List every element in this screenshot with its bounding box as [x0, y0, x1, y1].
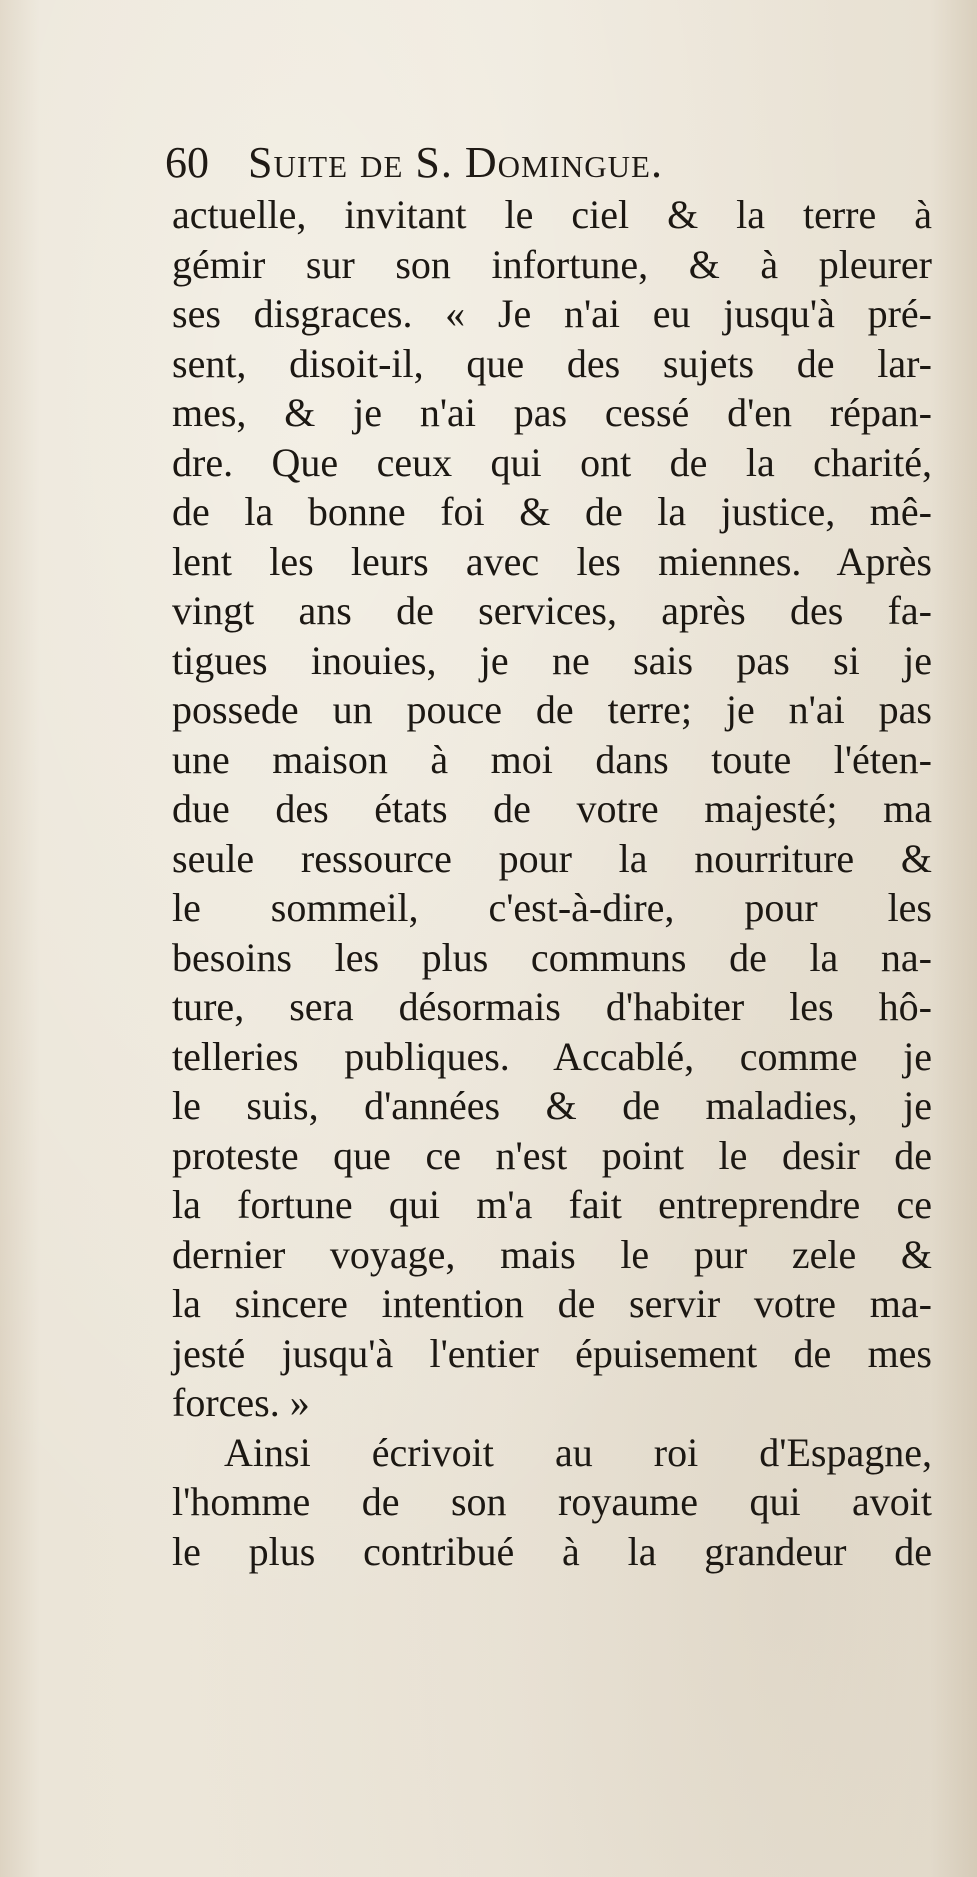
- text-line: le sommeil, c'est-à-dire, pour les: [172, 885, 932, 930]
- text-line: jesté jusqu'à l'entier épuisement de mes: [172, 1330, 932, 1376]
- text-line: de la bonne foi & de la justice, mê-: [172, 489, 932, 534]
- text-line: le plus contribué à la grandeur de: [172, 1528, 932, 1574]
- page-number: 60: [165, 138, 209, 187]
- text-line: dre. Que ceux qui ont de la charité,: [172, 439, 932, 485]
- text-line: le suis, d'années & de maladies, je: [172, 1083, 932, 1128]
- text-line: besoins les plus communs de la na-: [172, 934, 932, 980]
- text-line: Ainsi écrivoit au roi d'Espagne,: [224, 1429, 932, 1475]
- text-line: l'homme de son royaume qui avoit: [172, 1479, 932, 1524]
- text-line: forces. »: [172, 1380, 310, 1425]
- running-title: Suite de S. Domingue.: [248, 138, 663, 187]
- text-line: vingt ans de services, après des fa-: [172, 588, 932, 633]
- text-line: possede un pouce de terre; je n'ai pas: [172, 687, 932, 732]
- text-line: actuelle, invitant le ciel & la terre à: [172, 192, 932, 237]
- body-text: [172, 190, 932, 1576]
- text-line: due des états de votre majesté; ma: [172, 786, 932, 831]
- text-line: ture, sera désormais d'habiter les hô-: [172, 984, 932, 1029]
- page-header: [165, 135, 925, 191]
- text-line: la fortune qui m'a fait entreprendre ce: [172, 1182, 932, 1227]
- text-line: seule ressource pour la nourriture &: [172, 835, 932, 881]
- text-line: sent, disoit-il, que des sujets de lar-: [172, 340, 932, 386]
- text-line: lent les leurs avec les miennes. Après: [172, 538, 932, 584]
- text-line: tigues inouies, je ne sais pas si je: [172, 637, 932, 683]
- text-line: proteste que ce n'est point le desir de: [172, 1132, 932, 1178]
- text-line: gémir sur son infortune, & à pleurer: [172, 241, 932, 287]
- text-line: telleries publiques. Accablé, comme je: [172, 1033, 932, 1079]
- text-line: mes, & je n'ai pas cessé d'en répan-: [172, 390, 932, 435]
- text-line: dernier voyage, mais le pur zele &: [172, 1231, 932, 1277]
- text-line: la sincere intention de servir votre ma-: [172, 1281, 932, 1326]
- text-line: une maison à moi dans toute l'éten-: [172, 736, 932, 782]
- text-line: ses disgraces. « Je n'ai eu jusqu'à pré-: [172, 291, 932, 336]
